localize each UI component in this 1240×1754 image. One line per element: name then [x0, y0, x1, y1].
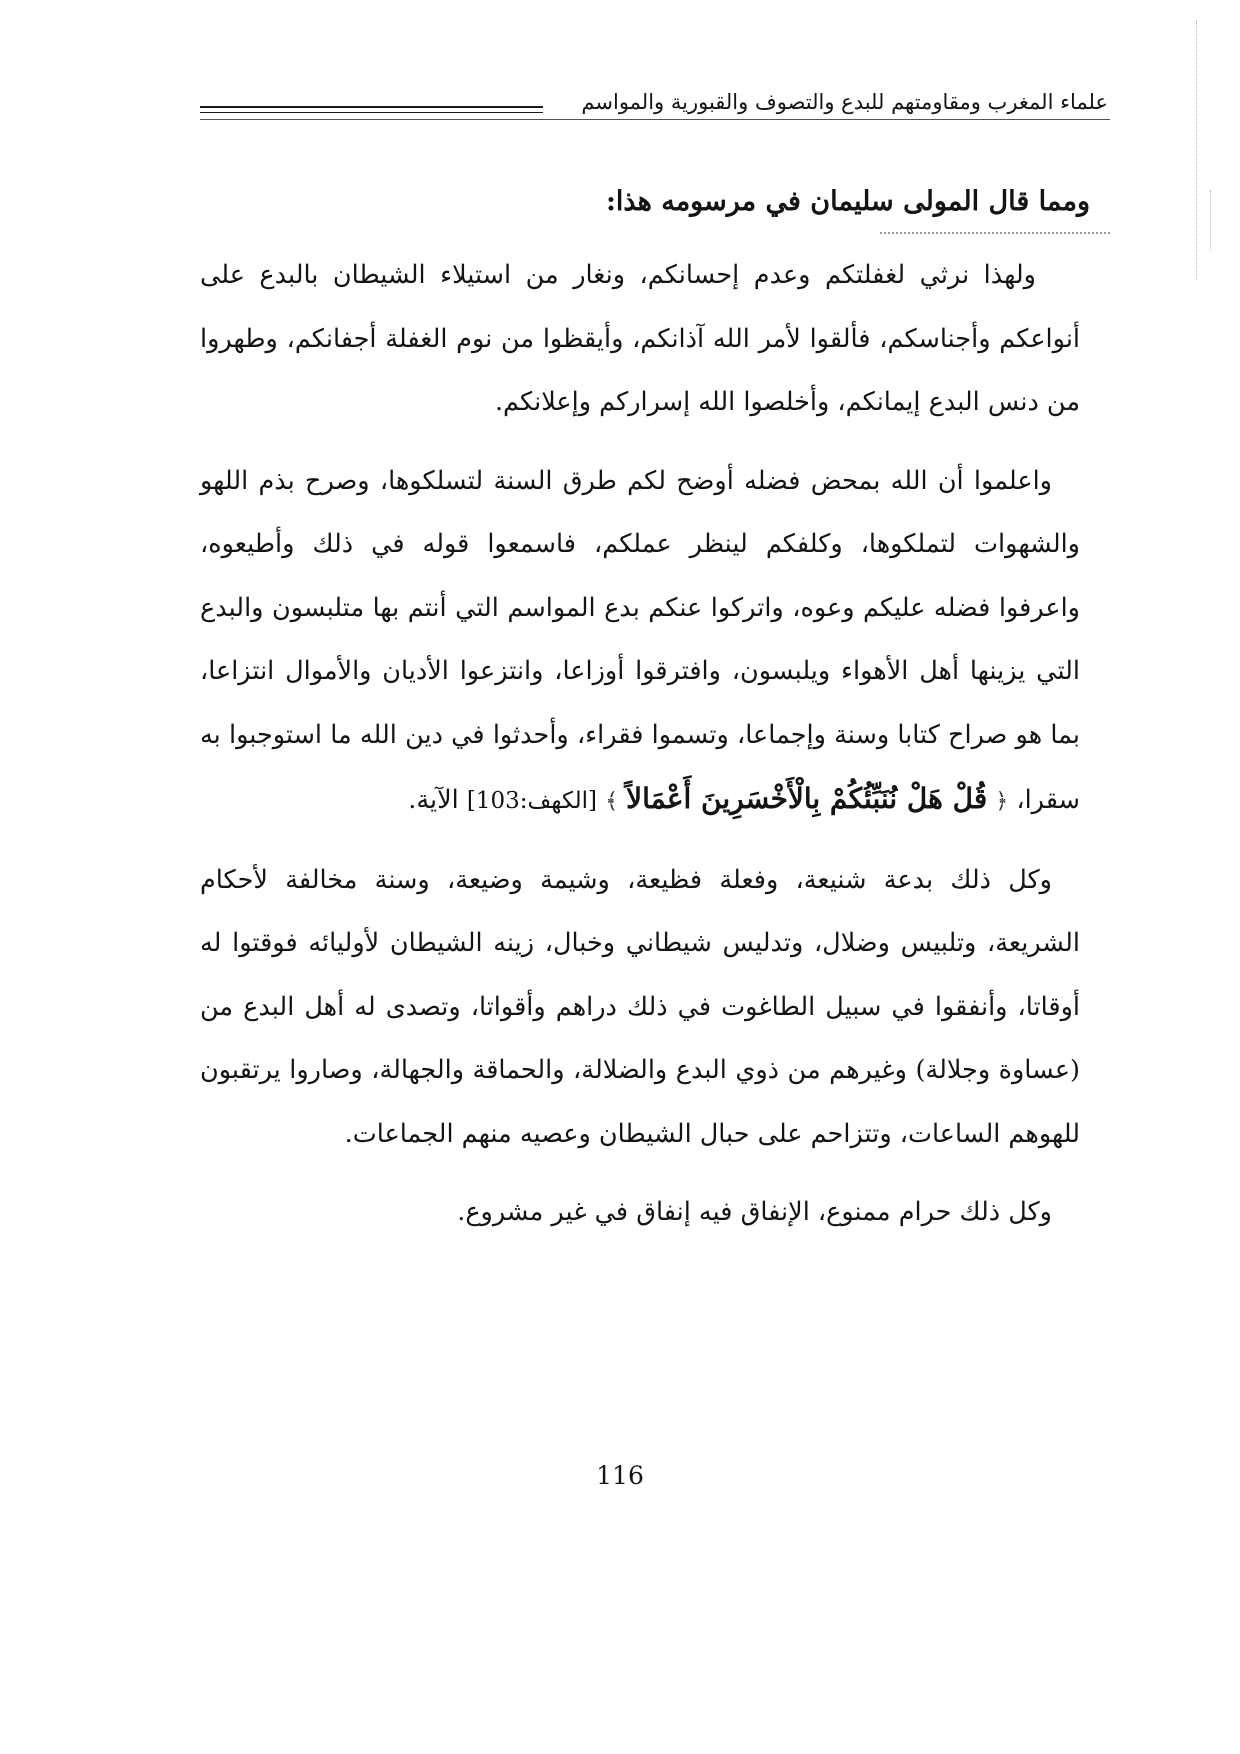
page-edge-mark	[1210, 190, 1211, 250]
quran-verse: قُلْ هَلْ نُنَبِّئُكُمْ بِالْأَخْسَرِينَ أَعْمَالاً	[626, 782, 988, 815]
page-number: 116	[596, 1461, 644, 1490]
paragraph-2-ending: الآية.	[408, 785, 459, 815]
body-text	[200, 244, 1080, 1260]
paragraph-1: ولهذا نرثي لغفلتكم وعدم إحسانكم، ونغار من استيلاء الشيطان بالبدع على أنواعكم وأجناسكم، فألقوا لأمر الله آذانكم، وأيقظوا من نوم الغفلة أجفانكم، وطهروا من دنس البدع إيمانكم، وأخلصوا الله إسراركم وإعلانكم.	[200, 260, 1080, 417]
section-heading: ومما قال المولى سليمان في مرسومه هذا:	[605, 186, 1090, 217]
paragraph-3: وكل ذلك بدعة شنيعة، وفعلة فظيعة، وشيمة وضيعة، وسنة مخالفة لأحكام الشريعة، وتلبيس وضلال، وتدليس شيطاني وخبال، زينه الشيطان لأوليائه فوقتوا له أوقاتا، وأنفقوا في سبيل الطاغوت في ذلك دراهم وأقواتا، وتصدى له أهل البدع من (عساوة وجلالة) وغيرهم من ذوي البدع والضلالة، والحماقة والجهالة، وصاروا يرتقبون للهوهم الساعات، وتتزاحم على حبال الشيطان وعصيه منهم الجماعات.	[200, 864, 1080, 1149]
paragraph-2-text: واعلموا أن الله بمحض فضله أوضح لكم طرق السنة لتسلكوها، وصرح بذم اللهو والشهوات لتملكوها، وكلفكم لينظر عملكم، فاسمعوا قوله في ذلك وأطيعوه، واعرفوا فضله عليكم وعوه، واتركوا عنكم بدع المواسم التي أنتم بها متلبسون والبدع التي يزينها أهل الأهواء ويلبسون، وافترقوا أوزاعا، وانتزعوا الأديان والأموال انتزاعا، بما هو صراح كتابا وسنة وإجماعا، وتسموا فقراء، وأحدثوا في دين الله ما استوجبوا به سقرا،	[200, 465, 1080, 815]
header-rule	[200, 106, 543, 108]
ornate-bracket-open: ﴿	[995, 789, 1009, 814]
header-rule-thin	[200, 112, 543, 113]
ornate-bracket-close: ﴾	[605, 789, 619, 814]
running-title: علماء المغرب ومقاومتهم للبدع والتصوف والقبورية والمواسم	[581, 90, 1108, 114]
paragraph-2	[200, 450, 1080, 834]
paragraph-4: وكل ذلك حرام ممنوع، الإنفاق فيه إنفاق في غير مشروع.	[457, 1197, 1052, 1227]
page-edge-mark	[1196, 20, 1197, 280]
header-underline	[200, 119, 1110, 120]
verse-citation: [الكهف:103]	[466, 788, 598, 814]
running-header	[200, 86, 1108, 126]
heading-dotted-rule	[880, 232, 1110, 234]
